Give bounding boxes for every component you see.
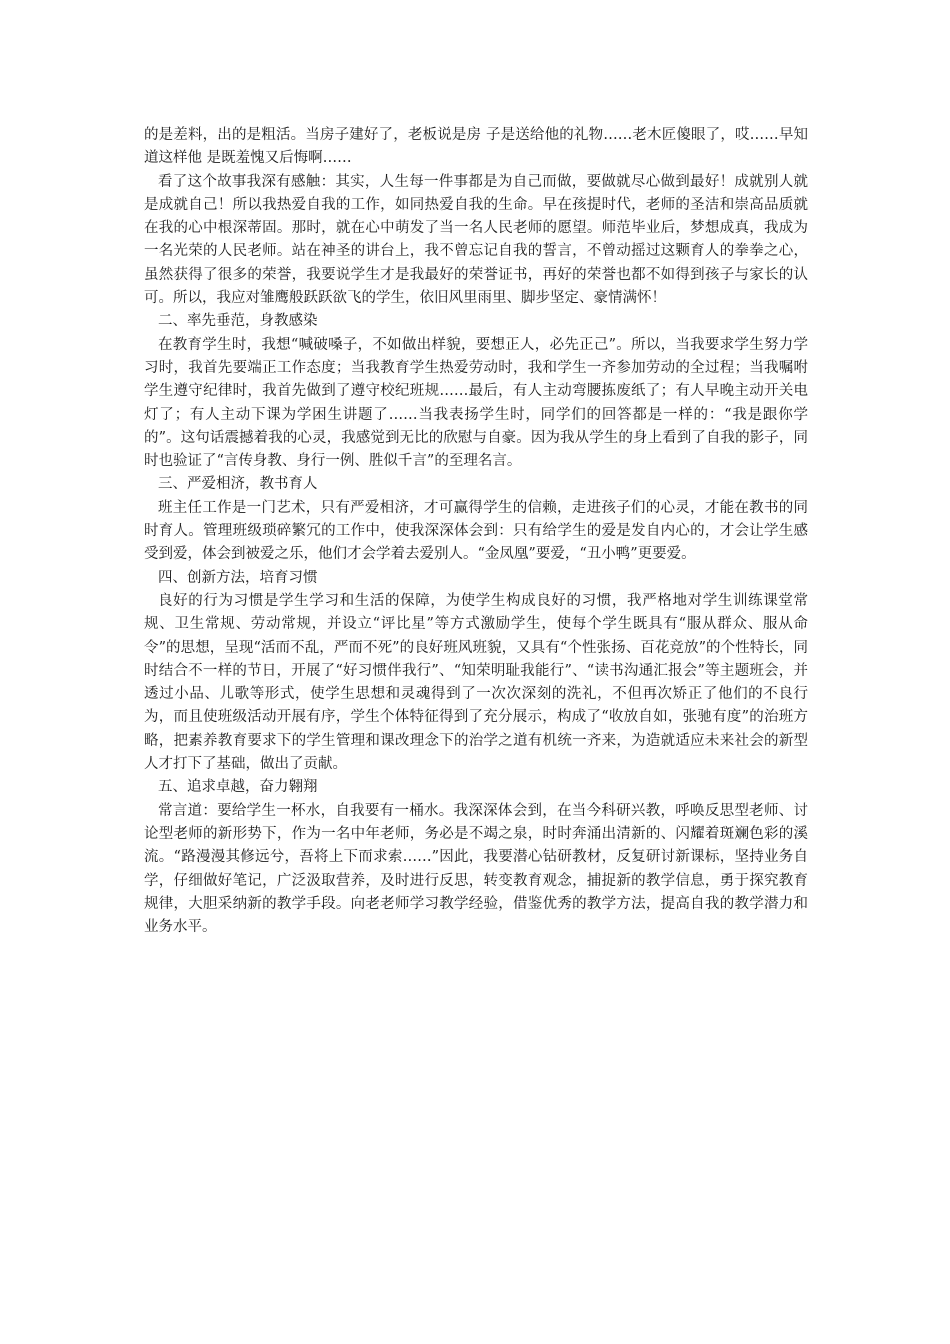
paragraph-section-2: 在教育学生时，我想“喊破嗓子，不如做出样貌，要想正人，必先正己”。所以，当我要求学生努力学习时，我首先要端正工作态度；当我教育学生热爱劳动时，我和学生一齐参加劳动的全过程；当我嘱咐学生遵守纪律时，我首先做到了遵守校纪班规……最后，有人主动弯腰拣废纸了；有人早晚主动开关电灯了；有人主动下课为学困生讲题了……当我表扬学生时，同学们的回答都是一样的：“我是跟你学的”。这句话震撼着我的心灵，我感觉到无比的欣慰与自豪。因为我从学生的身上看到了自我的影子，同时也验证了“言传身教、身行一例、胜似千言”的至理名言。 bbox=[144, 336, 808, 470]
paragraph-section-4: 良好的行为习惯是学生学习和生活的保障，为使学生构成良好的习惯，我严格地对学生训练课堂常规、卫生常规、劳动常规，并设立“评比星”等方式激励学生，使每个学生既具有“服从群众、服从命令”的思想，呈现“活而不乱，严而不死”的良好班风班貌，又具有“个性张扬、百花竞放”的个性特长，同时结合不一样的节日，开展了“好习惯伴我行”、“知荣明耻我能行”、“读书沟通汇报会”等主题班会，并透过小品、儿歌等形式，使学生思想和灵魂得到了一次次深刻的洗礼，不但再次矫正了他们的不良行为，而且使班级活动开展有序，学生个体特征得到了充分展示，构成了“收放自如，张驰有度”的治班方略，把素养教育要求下的学生管理和课改理念下的治学之道有机统一齐来，为造就适应未来社会的新型人才打下了基础，做出了贡献。 bbox=[144, 592, 808, 773]
section-heading-5: 五、追求卓越，奋力翱翔 bbox=[158, 779, 318, 796]
section-heading-4: 四、创新方法，培育习惯 bbox=[158, 569, 318, 586]
paragraph-story-ending: 的是差料，出的是粗活。当房子建好了，老板说是房 子是送给他的礼物……老木匠傻眼了，哎……早知道这样他 是既羞愧又后悔啊…… bbox=[144, 127, 808, 167]
section-heading-3: 三、严爱相济，教书育人 bbox=[158, 476, 318, 493]
paragraph-section-5: 常言道：要给学生一杯水，自我要有一桶水。我深深体会到，在当今科研兴教，呼唤反思型老师、讨论型老师的新形势下，作为一名中年老师，务必是不竭之泉，时时奔涌出清新的、闪耀着斑斓色彩的溪流。“路漫漫其修远兮，吾将上下而求索……”因此，我要潜心钻研教材，反复研讨新课标，坚持业务自学，仔细做好笔记，广泛汲取营养，及时进行反思，转变教育观念，捕捉新的教学信息，勇于探究教育规律，大胆采纳新的教学手段。向老老师学习教学经验，借鉴优秀的教学方法，提高自我的教学潜力和业务水平。 bbox=[144, 802, 808, 936]
paragraph-reflection: 看了这个故事我深有感触：其实，人生每一件事都是为自己而做，要做就尽心做到最好！成就别人就是成就自己！所以我热爱自我的工作，如同热爱自我的生命。早在孩提时代，老师的圣洁和崇高品质就在我的心中根深蒂固。那时，就在心中萌发了当一名人民老师的愿望。师范毕业后，梦想成真，我成为一名光荣的人民老师。站在神圣的讲台上，我不曾忘记自我的誓言，不曾动摇过这颗育人的拳拳之心，虽然获得了很多的荣誉，我要说学生才是我最好的荣誉证书，再好的荣誉也都不如得到孩子与家长的认可。所以，我应对雏鹰般跃跃欲飞的学生，依旧风里雨里、脚步坚定、豪情满怀！ bbox=[144, 173, 808, 307]
section-heading-2: 二、率先垂范，身教感染 bbox=[158, 313, 318, 330]
paragraph-section-3: 班主任工作是一门艺术，只有严爱相济，才可赢得学生的信赖，走进孩子们的心灵，才能在教书的同时育人。管理班级琐碎繁冗的工作中，使我深深体会到：只有给学生的爱是发自内心的，才会让学生感受到爱，体会到被爱之乐，他们才会学着去爱别人。“金凤凰”要爱，“丑小鸭”更要爱。 bbox=[144, 499, 808, 563]
document-page bbox=[144, 124, 808, 939]
